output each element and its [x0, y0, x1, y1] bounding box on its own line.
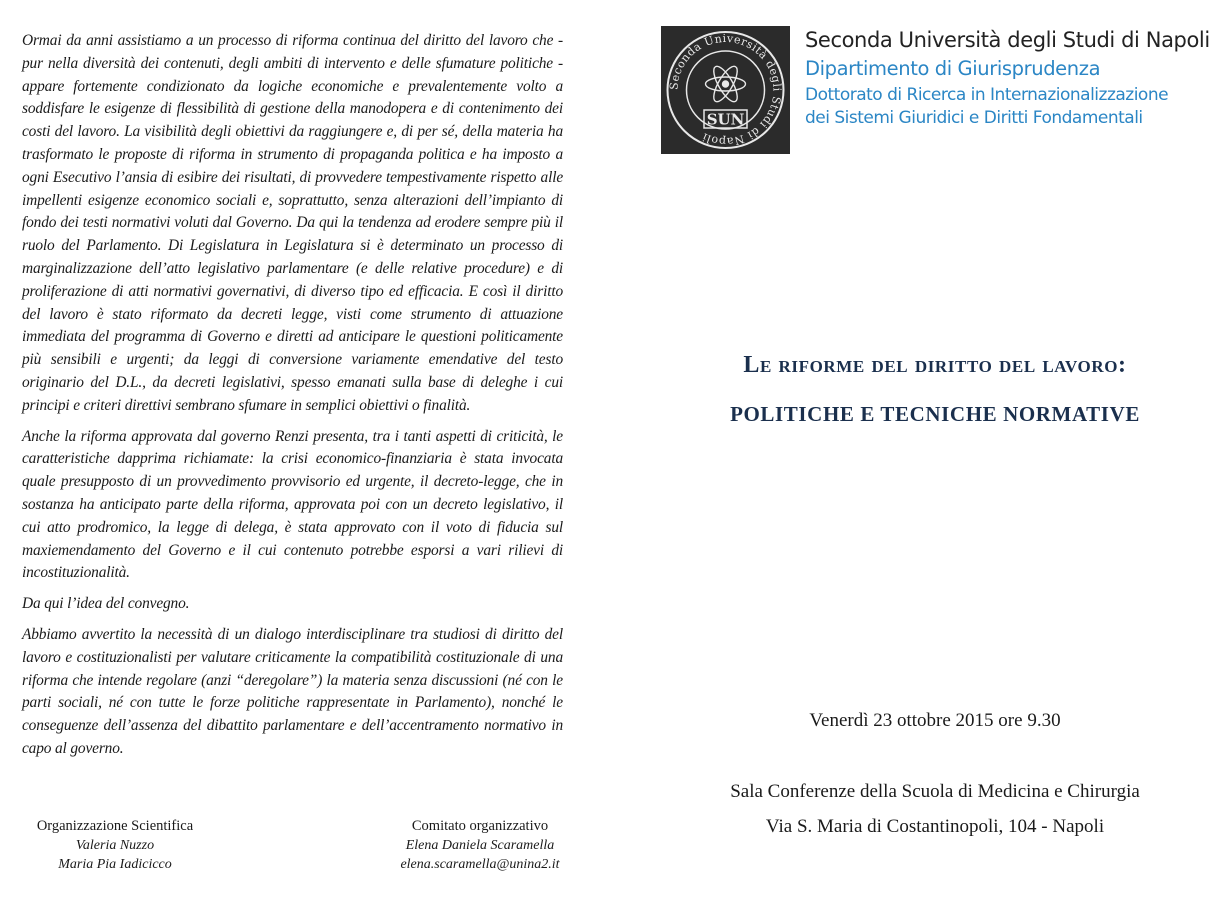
paragraph-1: Ormai da anni assistiamo a un processo di riforma continua del diritto del lavoro che - pur nella diversità dei contenuti, degli ambiti di intervento e delle sfumature politiche - appare fortemente condizionato da logiche economiche e prevalentemente volto a soddisfare le esigenze di flessibilità di gestione della manodopera e di contenimento dei costi del lavoro. La visibilità degli obiettivi da raggiungere e, di per sé, della materia ha trasformato le proposte di riforma in strumento di propaganda politica e ha imposto a ogni Esecutivo l’ansia di esibire dei risultati, di provvedere tempestivamente rispetto alle impellenti esigenze economico sociali e, soprattutto, senza alterazioni dell’impianto di fondo dei testi normativi voluti dal Governo. Da qui la tendenza ad erodere sempre più il ruolo del Parlamento. Di Legislatura in Legislatura si è determinato un processo di marginalizzazione dell’atto legislativo parlamentare (e delle relative procedure) e di proliferazione di atti normativi governativi, di diverso tipo ed efficacia. E così il diritto del lavoro è stato riformato da decreti legge, visti come strumento di attuazione immediata del programma di Governo e diretti ad anticipare le questioni politicamente più sensibili e urgenti; da leggi di conversione variamente emendative del testo originario del D.L., da decreti legislativi, spesso emanati sulla base di deleghe i cui principi e criteri direttivi sembrano sfumare in semplici obiettivi o finalità.: [22, 32, 563, 414]
event-title-line-2: POLITICHE E TECNICHE NORMATIVE: [730, 402, 1140, 426]
event-date: Venerdì 23 ottobre 2015 ore 9.30: [809, 710, 1061, 731]
phd-program-line-2: dei Sistemi Giuridici e Diritti Fondamentali: [805, 108, 1143, 128]
university-seal-icon: [661, 26, 790, 154]
organizer-name: Maria Pia Iadicicco: [58, 857, 172, 872]
department-name: Dipartimento di Giurisprudenza: [805, 57, 1101, 80]
event-address: Via S. Maria di Costantinopoli, 104 - Napoli: [765, 816, 1105, 837]
seal-abbreviation: SUN: [706, 110, 745, 129]
paragraph-3: Da qui l’idea del convegno.: [22, 595, 190, 613]
scientific-organization: [22, 817, 208, 874]
paragraph-2: Anche la riforma approvata dal governo Renzi presenta, tra i tanti aspetti di criticità, le caratteristiche dapprima richiamate: la crisi economico-finanziaria è stata invocata quale presupposto di un provvedimento provvisorio ed urgente, il decreto-legge, che in sostanza ha anticipato parte della riforma, approvata poi con un decreto legislativo, il cui atto prodromico, la legge di delega, è stata approvato con il voto di fiducia sul maxiemendamento del Governo e il cui contenuto potrebbe esporsi a vari rilievi di incostituzionalità.: [22, 427, 563, 582]
paragraph-4: Abbiamo avvertito la necessità di un dialogo interdisciplinare tra studiosi di diritto del lavoro e costituzionalisti per valutare criticamente la compatibilità costituzionale di una riforma che intende regolare (anzi “deregolare”) la materia senza discussioni (né con le parti sociali, né con tutte le forze politiche rappresentate in Parlamento), nonché le conseguenze dell’assenza del dibattito parlamentare e dell’accentramento normativo in capo al governo.: [22, 625, 563, 757]
event-title-line-1: Le riforme del diritto del lavoro:: [743, 352, 1127, 378]
institution-header: [805, 26, 1210, 130]
intro-text: [22, 30, 563, 769]
committee-member-name: Elena Daniela Scaramella: [405, 838, 555, 853]
organizer-name: Valeria Nuzzo: [75, 838, 155, 853]
organizing-committee-heading: Comitato organizzativo: [411, 818, 549, 834]
scientific-organization-heading: Organizzazione Scientifica: [36, 818, 194, 834]
atom-icon: [706, 63, 746, 105]
organizing-committee: [395, 817, 565, 874]
seal-ring-text: Seconda Università degli Studi di Napoli: [667, 31, 784, 149]
university-name: Seconda Università degli Studi di Napoli: [805, 28, 1210, 52]
phd-program-line-1: Dottorato di Ricerca in Internazionalizzazione: [805, 85, 1169, 105]
event-venue: Sala Conferenze della Scuola di Medicina e Chirurgia: [730, 781, 1140, 802]
committee-email[interactable]: elena.scaramella@unina2.it: [400, 857, 560, 872]
